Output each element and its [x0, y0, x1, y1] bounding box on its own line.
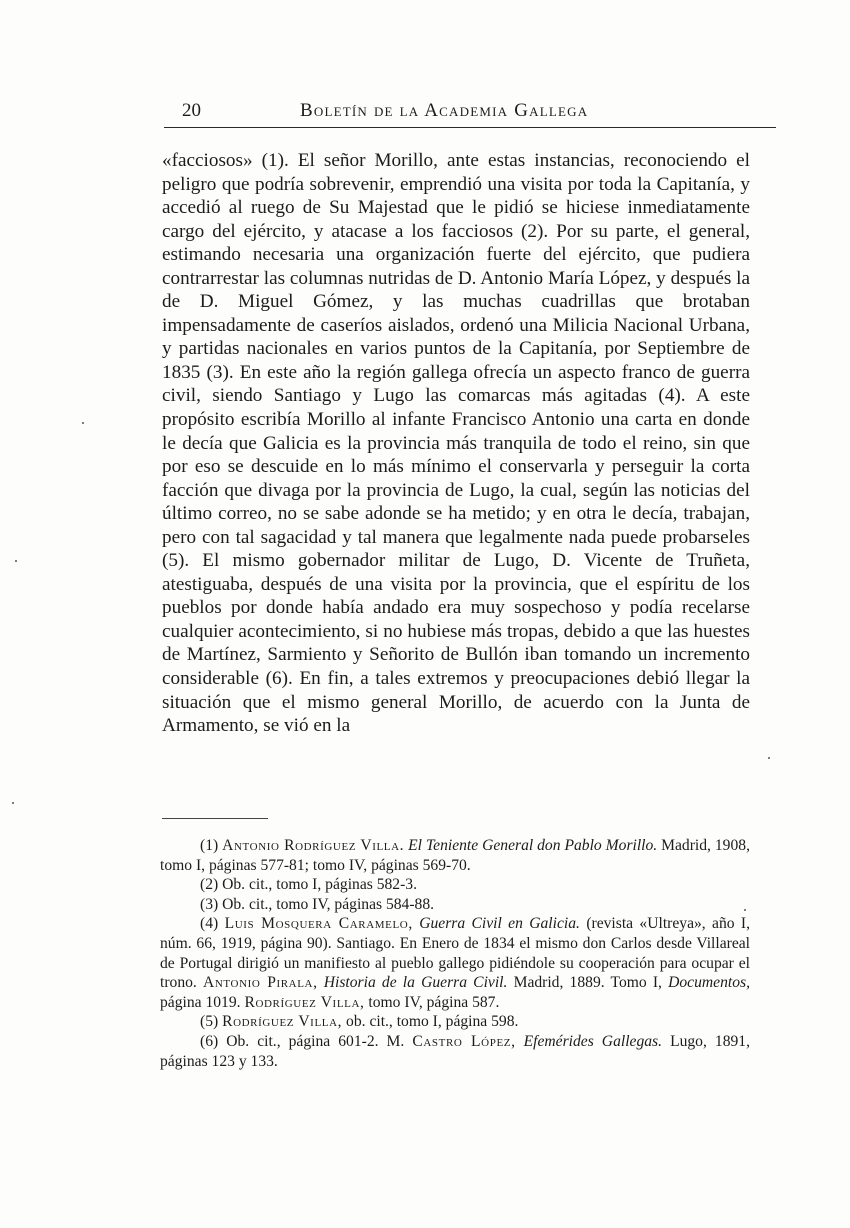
scan-speck [82, 422, 84, 424]
footnote-author: Rodríguez Villa, [222, 1013, 343, 1031]
footnote-text: ob. cit., tomo I, página 598. [346, 1013, 519, 1031]
page-number: 20 [182, 100, 201, 121]
scan-speck [15, 560, 17, 562]
body-paragraph: «facciosos» (1). El señor Morillo, ante estas instancias, reconociendo el peligro que podría sobrevenir, emprendió una visita por toda la Capitanía, y accedió al ruego de Su Majestad que le pidió se hiciese inmediatamente cargo del ejército, y atacase a los facciosos (2). Por su parte, el general, estimando necesaria una organización fuerte del ejército, que pudiera contrarrestar las columnas nutridas de D. Antonio María López, y después la de D. Miguel Gómez, y las muchas cuadrillas que brotaban impensadamente de caseríos aislados, ordenó una Milicia Nacional Urbana, y partidas nacionales en varios puntos de la Capitanía, por Septiembre de 1835 (3). En este año la región gallega ofrecía un aspecto franco de guerra civil, siendo Santiago y Lugo las comarcas más agitadas (4). A este propósito escribía Morillo al infante Francisco Antonio una carta en donde le decía que Galicia es la provincia más tranquila de todo el reino, sin que por eso se descuide en lo más mínimo el conservarla y perseguir la corta facción que divaga por la provincia de Lugo, la cual, según las noticias del último correo, no se sabe adonde se ha metido; y en otra le decía, trabajan, pero con tal sagacidad y tal manera que legalmente nada puede probarseles (5). El mismo gobernador militar de Lugo, D. Vicente de Truñeta, atestiguaba, después de una visita por la provincia, que el espíritu de los pueblos por donde había andado era muy sospechoso y podía recelarse cualquier acontecimiento, si no hubiese más tropas, debido a que las huestes de Martínez, Sarmiento y Señorito de Bullón iban tomando un incremento considerable (6). En fin, a tales extremos y preocupaciones debió llegar la situación que el mismo general Morillo, de acuerdo con la Junta de Armamento, se vió en la [162, 150, 750, 737]
footnote-mark: (5) [200, 1013, 219, 1031]
footnote-text: Ob. cit., página 601-2. M. [226, 1032, 405, 1050]
footnote-6 [160, 1032, 750, 1071]
footnote-title: El Teniente General don Pablo Morillo. [408, 837, 658, 854]
footnote-3 [160, 895, 750, 915]
header-rule [164, 127, 776, 128]
footnote-author: Rodríguez Villa, [244, 993, 365, 1011]
footnote-mark: (2) [200, 876, 219, 894]
footnote-4 [160, 914, 750, 1012]
scan-speck [744, 909, 746, 911]
footnote-text: Ob. cit., tomo I, páginas 582-3. [222, 876, 417, 894]
footnote-author: Antonio Rodríguez Villa. [222, 837, 405, 854]
footnote-text: Madrid, 1889. Tomo I, [513, 974, 662, 992]
footnote-title: Documentos, [668, 974, 750, 992]
footnote-author: Antonio Pirala, [203, 974, 318, 992]
footnote-text: tomo IV, página 587. [368, 993, 500, 1011]
running-title: Boletín de la Academia Gallega [300, 100, 589, 121]
footnote-text: Ob. cit., tomo IV, páginas 584-88. [222, 895, 435, 913]
footnote-text: Lugo, 1891, páginas 123 y 133. [160, 1032, 750, 1070]
footnote-title: Guerra Civil en Galicia. [419, 915, 580, 933]
footnote-2 [160, 875, 750, 895]
page-header [164, 98, 776, 126]
footnote-5 [160, 1012, 750, 1032]
scan-speck [12, 802, 14, 804]
footnote-mark: (1) [200, 837, 219, 854]
footnote-author: Castro López, [412, 1032, 516, 1050]
footnote-text: Madrid, 1908, tomo I, páginas 577-81; tomo IV, páginas 569-70. [160, 837, 750, 874]
footnote-text: (revista «Ultreya», año I, núm. 66, 1919, página 90). Santiago. En Enero de 1834 el mismo don Carlos desde Villareal de Portugal dirigió un manifiesto al pueblo gallego pidiéndole su cooperación para ocupar el trono. [160, 915, 751, 992]
footnote-text: página 1019. [160, 993, 241, 1011]
footnotes [160, 836, 750, 1071]
footnote-rule [162, 818, 268, 819]
footnote-mark: (4) [200, 915, 219, 933]
scan-speck [768, 757, 770, 759]
footnote-author: Luis Mosquera Caramelo, [224, 915, 413, 933]
footnote-1 [160, 836, 750, 875]
footnote-title: Efemérides Gallegas. [523, 1032, 663, 1050]
footnote-title: Historia de la Guerra Civil. [323, 974, 508, 992]
footnote-mark: (3) [200, 895, 219, 913]
footnote-mark: (6) [200, 1032, 219, 1050]
